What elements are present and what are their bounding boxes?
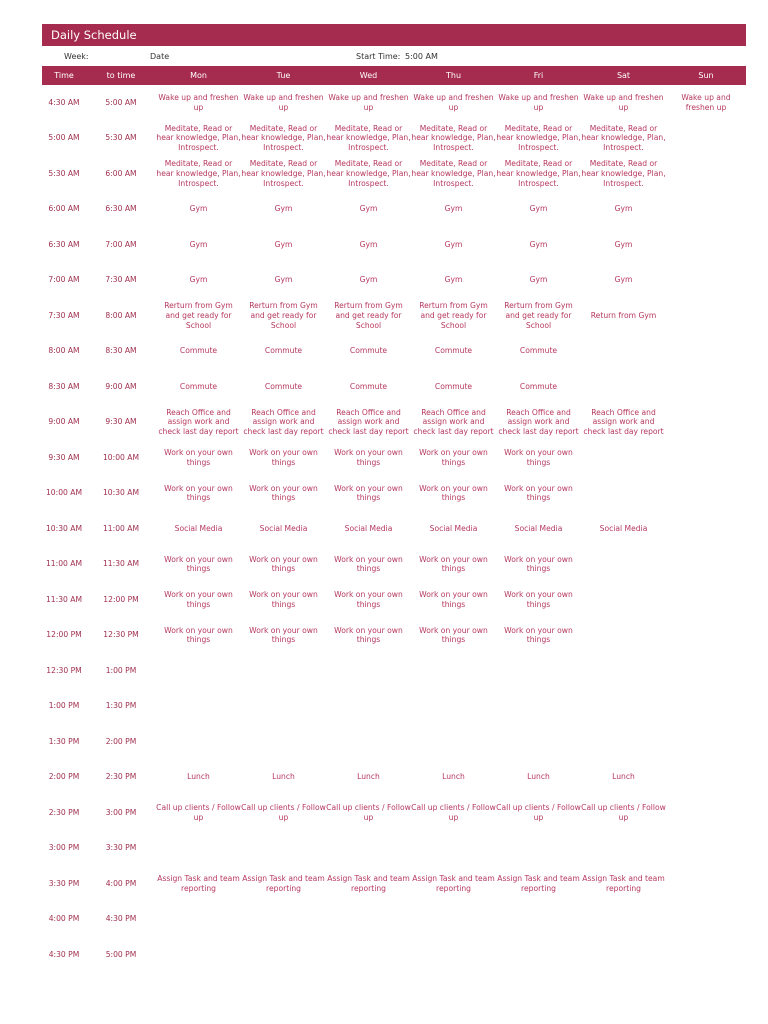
activity-cell-mon: Work on your own things: [164, 625, 233, 645]
activity-cell-tue: Assign Task and team reporting: [242, 874, 325, 893]
activity-cell-fri: Call up clients / Follow up: [496, 803, 581, 822]
activity-cell-sat: Assign Task and team reporting: [582, 874, 665, 893]
table-row: [42, 476, 746, 512]
table-row: [42, 937, 746, 973]
activity-cell-fri: Reach Office and assign work and check last day report: [498, 407, 579, 437]
column-header-wed: Wed: [359, 71, 378, 80]
activity-cell-thu: Wake up and freshen up: [413, 93, 494, 112]
activity-cell-mon: Call up clients / Follow up: [156, 803, 241, 822]
activity-cell-fri: Meditate, Read or hear knowledge, Plan, Introspect.: [496, 159, 581, 188]
to-time-cell: 6:00 AM: [105, 168, 137, 178]
table-row: [42, 156, 746, 192]
activity-cell-thu: Work on your own things: [419, 590, 488, 609]
activity-cell-thu: Gym: [444, 204, 463, 214]
time-cell: 5:30 AM: [48, 168, 80, 178]
schedule-body: [42, 85, 746, 973]
activity-cell-wed: Work on your own things: [334, 625, 403, 645]
activity-cell-tue: Work on your own things: [249, 483, 318, 503]
activity-cell-tue: Gym: [274, 204, 293, 214]
activity-cell-mon: Reach Office and assign work and check last day report: [158, 407, 239, 437]
to-time-cell: 11:00 AM: [102, 523, 140, 533]
to-time-cell: 12:00 PM: [103, 594, 139, 604]
activity-cell-wed: Reach Office and assign work and check last day report: [328, 407, 409, 437]
table-row: [42, 263, 746, 299]
table-row: [42, 902, 746, 938]
activity-cell-thu: Meditate, Read or hear knowledge, Plan, Introspect.: [411, 123, 496, 153]
table-row: [42, 689, 746, 725]
table-row: [42, 121, 746, 157]
activity-cell-wed: Call up clients / Follow up: [326, 803, 411, 822]
table-row: [42, 724, 746, 760]
to-time-cell: 10:00 AM: [102, 452, 140, 462]
activity-cell-sat: Reach Office and assign work and check last day report: [583, 407, 664, 437]
time-cell: 5:00 AM: [48, 133, 80, 143]
time-cell: 4:30 PM: [48, 949, 80, 959]
time-cell: 2:30 PM: [48, 807, 80, 817]
activity-cell-sat: Gym: [614, 204, 633, 214]
activity-cell-thu: Work on your own things: [419, 625, 488, 645]
table-row: [42, 547, 746, 583]
activity-cell-wed: Work on your own things: [334, 483, 403, 503]
activity-cell-fri: Social Media: [514, 523, 563, 533]
activity-cell-thu: Call up clients / Follow up: [411, 803, 496, 822]
activity-cell-fri: Gym: [529, 275, 548, 285]
time-cell: 3:00 PM: [48, 843, 80, 853]
time-cell: 9:30 AM: [48, 452, 80, 462]
activity-cell-sat: Gym: [614, 239, 633, 249]
activity-cell-tue: Meditate, Read or hear knowledge, Plan, Introspect.: [241, 123, 326, 153]
table-row: [42, 618, 746, 654]
time-cell: 10:30 AM: [45, 523, 83, 533]
table-row: [42, 831, 746, 867]
activity-cell-fri: Rerturn from Gym and get ready for School: [504, 301, 573, 330]
activity-cell-mon: Social Media: [174, 523, 223, 533]
activity-cell-wed: Meditate, Read or hear knowledge, Plan, Introspect.: [326, 123, 411, 153]
column-header-sun: Sun: [698, 71, 714, 80]
to-time-cell: 4:30 PM: [105, 914, 137, 924]
activity-cell-thu: Assign Task and team reporting: [412, 874, 495, 893]
time-cell: 7:00 AM: [48, 275, 80, 285]
activity-cell-fri: Commute: [519, 381, 558, 391]
activity-cell-thu: Gym: [444, 239, 463, 249]
activity-cell-thu: Work on your own things: [419, 448, 488, 467]
activity-cell-mon: Rerturn from Gym and get ready for School: [164, 301, 233, 330]
activity-cell-wed: Rerturn from Gym and get ready for School: [334, 301, 403, 330]
activity-cell-thu: Gym: [444, 275, 463, 285]
time-cell: 4:00 PM: [48, 914, 80, 924]
activity-cell-sun: Wake up and freshen up: [681, 93, 731, 112]
to-time-cell: 10:30 AM: [102, 488, 140, 498]
activity-cell-mon: Gym: [189, 239, 208, 249]
to-time-cell: 5:30 AM: [105, 133, 137, 143]
time-cell: 1:30 PM: [48, 736, 80, 746]
activity-cell-tue: Rerturn from Gym and get ready for School: [249, 301, 318, 330]
activity-cell-thu: Reach Office and assign work and check last day report: [413, 407, 494, 437]
activity-cell-tue: Wake up and freshen up: [243, 93, 324, 112]
column-header-mon: Mon: [190, 71, 207, 80]
activity-cell-wed: Lunch: [357, 772, 380, 782]
to-time-cell: 3:30 PM: [105, 843, 137, 853]
activity-cell-fri: Assign Task and team reporting: [497, 874, 580, 893]
time-cell: 9:00 AM: [48, 417, 80, 427]
to-time-cell: 9:30 AM: [105, 417, 137, 427]
activity-cell-sat: Meditate, Read or hear knowledge, Plan, Introspect.: [581, 159, 666, 188]
schedule-sheet: [42, 24, 746, 973]
activity-cell-sat: Call up clients / Follow up: [581, 803, 666, 822]
to-time-cell: 3:00 PM: [105, 807, 137, 817]
activity-cell-mon: Work on your own things: [164, 590, 233, 609]
to-time-cell: 7:00 AM: [105, 239, 137, 249]
to-time-cell: 2:30 PM: [105, 772, 137, 782]
column-header-row: [42, 66, 746, 85]
to-time-cell: 7:30 AM: [105, 275, 137, 285]
table-row: [42, 866, 746, 902]
activity-cell-fri: Meditate, Read or hear knowledge, Plan, Introspect.: [496, 123, 581, 153]
to-time-cell: 1:30 PM: [105, 701, 137, 711]
activity-cell-thu: Lunch: [442, 772, 465, 782]
time-cell: 2:00 PM: [48, 772, 80, 782]
activity-cell-wed: Work on your own things: [334, 554, 403, 574]
activity-cell-fri: Wake up and freshen up: [498, 93, 579, 112]
meta-row: [42, 46, 746, 66]
activity-cell-sat: Social Media: [599, 523, 648, 533]
activity-cell-mon: Meditate, Read or hear knowledge, Plan, Introspect.: [156, 159, 241, 188]
to-time-cell: 5:00 PM: [105, 949, 137, 959]
to-time-cell: 4:00 PM: [105, 878, 137, 888]
table-row: [42, 227, 746, 263]
activity-cell-mon: Gym: [189, 204, 208, 214]
to-time-cell: 5:00 AM: [105, 97, 137, 107]
activity-cell-sat: Return from Gym: [590, 310, 657, 320]
activity-cell-tue: Work on your own things: [249, 448, 318, 467]
to-time-cell: 11:30 AM: [102, 559, 140, 569]
time-cell: 1:00 PM: [48, 701, 80, 711]
time-cell: 3:30 PM: [48, 878, 80, 888]
activity-cell-wed: Commute: [349, 346, 388, 356]
activity-cell-thu: Work on your own things: [419, 483, 488, 503]
activity-cell-fri: Work on your own things: [504, 625, 573, 645]
time-cell: 12:00 PM: [46, 630, 82, 640]
activity-cell-tue: Meditate, Read or hear knowledge, Plan, Introspect.: [241, 159, 326, 188]
time-cell: 10:00 AM: [45, 488, 83, 498]
activity-cell-mon: Assign Task and team reporting: [157, 874, 240, 893]
date-label: Date: [150, 52, 170, 61]
activity-cell-sat: Lunch: [612, 772, 635, 782]
activity-cell-mon: Commute: [179, 346, 218, 356]
activity-cell-thu: Rerturn from Gym and get ready for School: [419, 301, 488, 330]
activity-cell-wed: Gym: [359, 204, 378, 214]
activity-cell-sat: Gym: [614, 275, 633, 285]
activity-cell-tue: Work on your own things: [249, 590, 318, 609]
activity-cell-sat: Meditate, Read or hear knowledge, Plan, Introspect.: [581, 123, 666, 153]
table-row: [42, 582, 746, 618]
to-time-cell: 12:30 PM: [103, 630, 139, 640]
activity-cell-thu: Commute: [434, 381, 473, 391]
activity-cell-tue: Call up clients / Follow up: [241, 803, 326, 822]
activity-cell-mon: Work on your own things: [164, 483, 233, 503]
activity-cell-tue: Social Media: [259, 523, 308, 533]
to-time-cell: 8:30 AM: [105, 346, 137, 356]
activity-cell-fri: Work on your own things: [504, 448, 573, 467]
activity-cell-sat: Wake up and freshen up: [583, 93, 664, 112]
activity-cell-fri: Gym: [529, 204, 548, 214]
activity-cell-mon: Meditate, Read or hear knowledge, Plan, Introspect.: [156, 123, 241, 153]
to-time-cell: 2:00 PM: [105, 736, 137, 746]
time-cell: 12:30 PM: [46, 665, 82, 675]
activity-cell-fri: Gym: [529, 239, 548, 249]
column-header-fri: Fri: [533, 71, 544, 80]
table-row: [42, 511, 746, 547]
activity-cell-thu: Work on your own things: [419, 554, 488, 574]
table-row: [42, 795, 746, 831]
table-row: [42, 405, 746, 441]
table-row: [42, 85, 746, 121]
table-row: [42, 653, 746, 689]
activity-cell-wed: Gym: [359, 275, 378, 285]
time-cell: 8:00 AM: [48, 346, 80, 356]
table-row: [42, 440, 746, 476]
week-label: Week:: [64, 52, 89, 61]
activity-cell-wed: Wake up and freshen up: [328, 93, 409, 112]
activity-cell-thu: Social Media: [429, 523, 478, 533]
to-time-cell: 6:30 AM: [105, 204, 137, 214]
start-time-label: Start Time:: [356, 52, 401, 61]
activity-cell-thu: Meditate, Read or hear knowledge, Plan, Introspect.: [411, 159, 496, 188]
activity-cell-mon: Commute: [179, 381, 218, 391]
column-header-sat: Sat: [616, 71, 631, 80]
activity-cell-tue: Commute: [264, 381, 303, 391]
activity-cell-wed: Assign Task and team reporting: [327, 874, 410, 893]
column-header-tue: Tue: [276, 71, 291, 80]
activity-cell-fri: Commute: [519, 346, 558, 356]
activity-cell-mon: Gym: [189, 275, 208, 285]
start-time-value: 5:00 AM: [405, 52, 438, 61]
table-row: [42, 760, 746, 796]
activity-cell-wed: Work on your own things: [334, 448, 403, 467]
column-header-thu: Thu: [445, 71, 462, 80]
activity-cell-fri: Lunch: [527, 772, 550, 782]
time-cell: 11:30 AM: [45, 594, 83, 604]
activity-cell-tue: Work on your own things: [249, 554, 318, 574]
activity-cell-tue: Commute: [264, 346, 303, 356]
column-header-to-time: to time: [106, 71, 136, 80]
activity-cell-wed: Commute: [349, 381, 388, 391]
activity-cell-fri: Work on your own things: [504, 483, 573, 503]
activity-cell-tue: Gym: [274, 275, 293, 285]
activity-cell-fri: Work on your own things: [504, 554, 573, 574]
activity-cell-tue: Gym: [274, 239, 293, 249]
time-cell: 11:00 AM: [45, 559, 83, 569]
activity-cell-mon: Work on your own things: [164, 554, 233, 574]
table-row: [42, 334, 746, 370]
column-header-time: Time: [54, 71, 74, 80]
activity-cell-fri: Work on your own things: [504, 590, 573, 609]
to-time-cell: 1:00 PM: [105, 665, 137, 675]
activity-cell-tue: Reach Office and assign work and check last day report: [243, 407, 324, 437]
page-title: Daily Schedule: [42, 24, 746, 46]
activity-cell-wed: Work on your own things: [334, 590, 403, 609]
activity-cell-thu: Commute: [434, 346, 473, 356]
activity-cell-mon: Work on your own things: [164, 448, 233, 467]
time-cell: 8:30 AM: [48, 381, 80, 391]
activity-cell-mon: Wake up and freshen up: [158, 93, 239, 112]
time-cell: 6:00 AM: [48, 204, 80, 214]
activity-cell-tue: Lunch: [272, 772, 295, 782]
to-time-cell: 9:00 AM: [105, 381, 137, 391]
time-cell: 7:30 AM: [48, 310, 80, 320]
time-cell: 4:30 AM: [48, 97, 80, 107]
to-time-cell: 8:00 AM: [105, 310, 137, 320]
activity-cell-wed: Social Media: [344, 523, 393, 533]
activity-cell-mon: Lunch: [187, 772, 210, 782]
table-row: [42, 298, 746, 334]
table-row: [42, 192, 746, 228]
time-cell: 6:30 AM: [48, 239, 80, 249]
activity-cell-wed: Meditate, Read or hear knowledge, Plan, Introspect.: [326, 159, 411, 188]
activity-cell-tue: Work on your own things: [249, 625, 318, 645]
activity-cell-wed: Gym: [359, 239, 378, 249]
table-row: [42, 369, 746, 405]
